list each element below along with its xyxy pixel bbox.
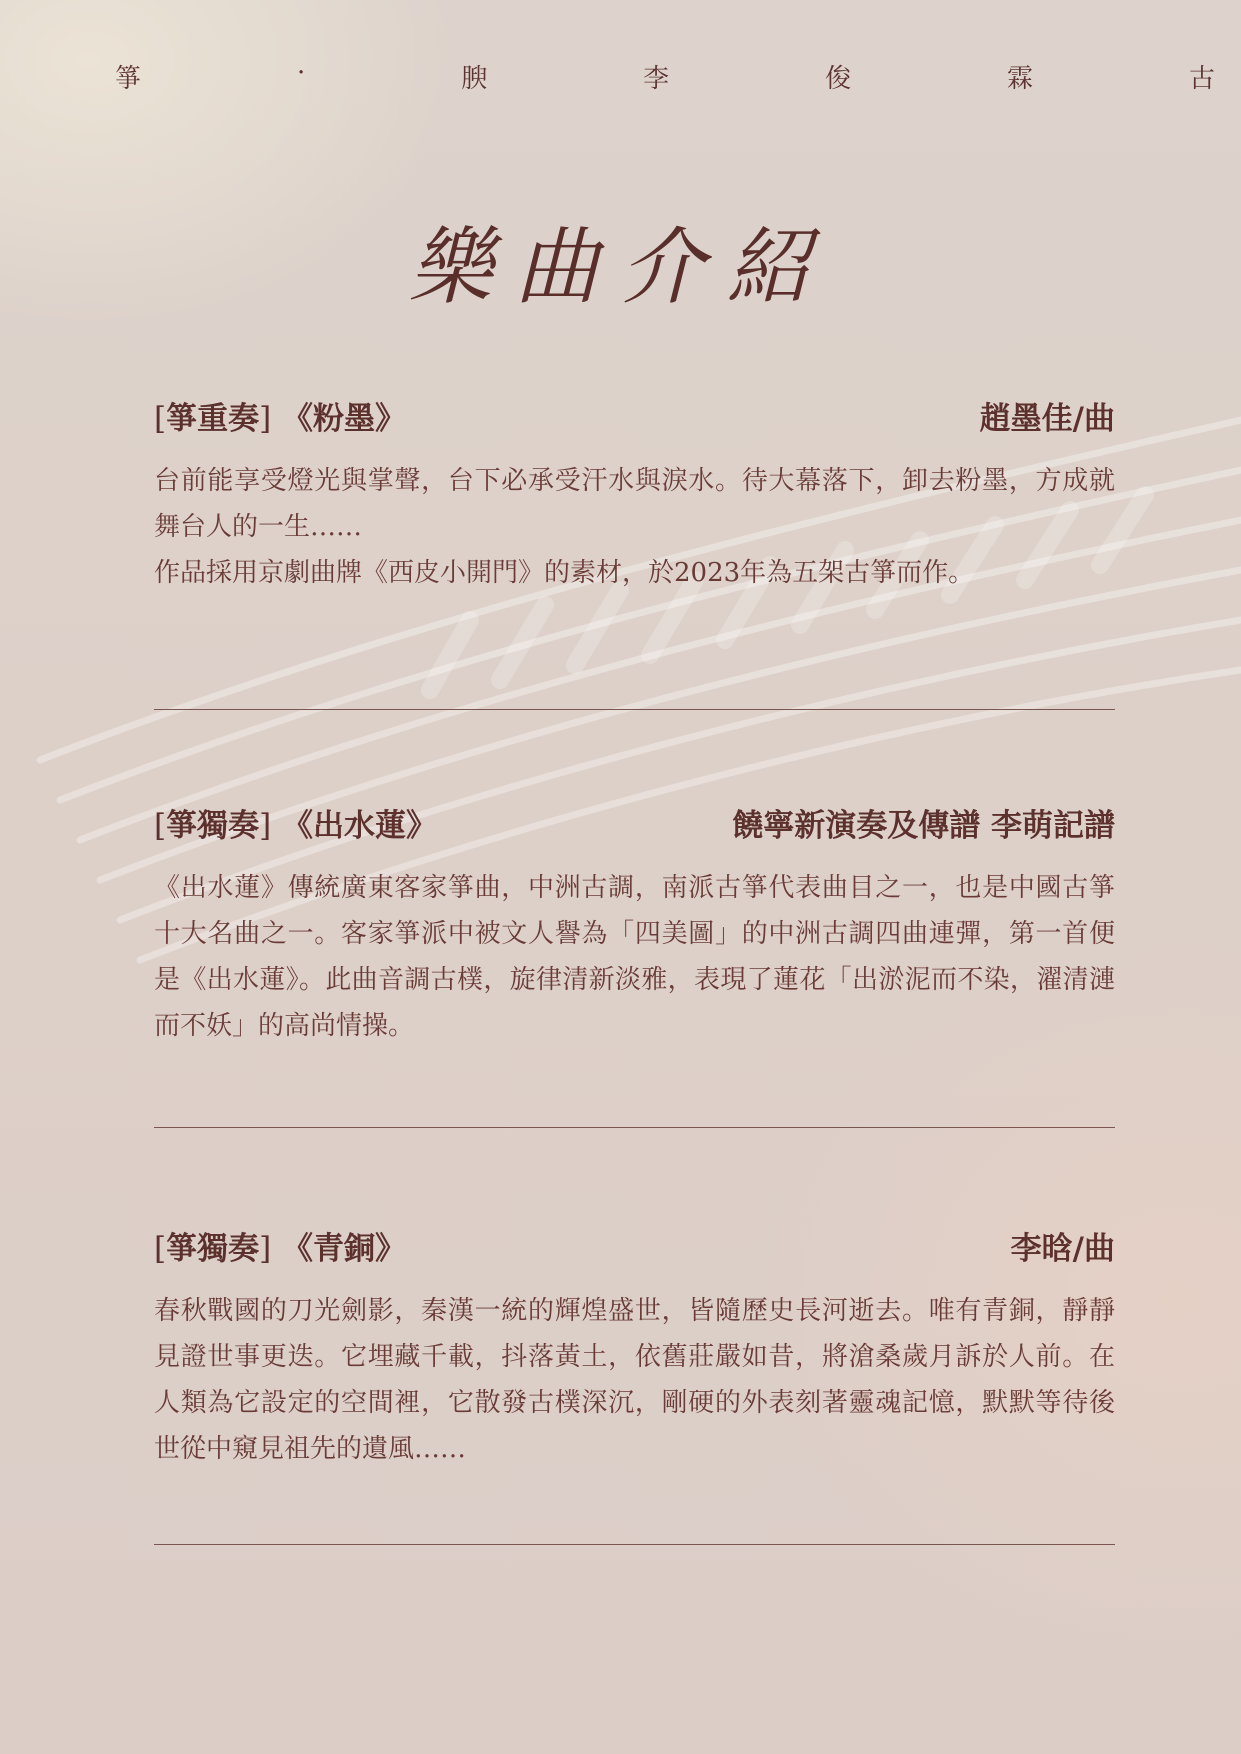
description-paragraph: 台前能享受燈光與掌聲，台下必承受汗水與淚水。待大幕落下，卸去粉墨，方成就舞台人的一生…… — [154, 466, 1115, 542]
header-char: 古 — [1188, 64, 1215, 94]
description-paragraph: 作品採用京劇曲牌《西皮小開門》的素材，於2023年為五架古箏而作。 — [154, 558, 975, 588]
piece-name: 《粉墨》 — [282, 401, 407, 437]
page-title: 樂曲介紹 — [408, 218, 833, 316]
header-char: · — [296, 58, 306, 88]
piece-performance-type: 箏重奏 — [166, 401, 260, 437]
piece-description — [154, 1288, 1115, 1472]
header-char: 箏 — [115, 64, 142, 94]
piece-credit: 李晗/曲 — [1010, 1231, 1115, 1267]
section-divider — [154, 1544, 1115, 1545]
section-divider — [154, 1127, 1115, 1128]
piece-title — [154, 800, 437, 845]
section-divider — [154, 709, 1115, 710]
piece-heading — [154, 800, 1115, 845]
header-char: 俊 — [825, 64, 852, 94]
piece-description — [154, 458, 1115, 596]
bracket-open: [ — [154, 808, 167, 844]
piece-credit: 趙墨佳/曲 — [979, 401, 1115, 437]
piece-performance-type: 箏獨奏 — [166, 1231, 260, 1267]
piece-credit: 饒寧新演奏及傳譜 李萌記譜 — [732, 808, 1115, 844]
description-paragraph: 《出水蓮》傳統廣東客家箏曲，中洲古調，南派古箏代表曲目之一，也是中國古箏十大名曲之一。客家箏派中被文人譽為「四美圖」的中洲古調四曲連彈，第一首便是《出水蓮》。此曲音調古樸，旋律清新淡雅，表現了蓮花「出淤泥而不染，濯清漣而不妖」的高尚情操。 — [154, 873, 1115, 1041]
bracket-close: ] — [259, 1231, 272, 1267]
header-char: 霖 — [1007, 64, 1034, 94]
piece-entry — [154, 800, 1115, 1049]
piece-name: 《出水蓮》 — [282, 808, 438, 844]
piece-name: 《青銅》 — [282, 1231, 407, 1267]
piece-entry — [154, 393, 1115, 596]
piece-performance-type: 箏獨奏 — [166, 808, 260, 844]
bracket-close: ] — [259, 401, 272, 437]
piece-heading — [154, 1223, 1115, 1268]
bracket-close: ] — [259, 808, 272, 844]
bracket-open: [ — [154, 401, 167, 437]
piece-heading — [154, 393, 1115, 438]
description-paragraph: 春秋戰國的刀光劍影，秦漢一統的輝煌盛世，皆隨歷史長河逝去。唯有青銅，靜靜見證世事更迭。它埋藏千載，抖落黃土，依舊莊嚴如昔，將滄桑歲月訴於人前。在人類為它設定的空間裡，它散發古樸深沉，剛硬的外表刻著靈魂記憶，默默等待後世從中窺見祖先的遺風…… — [154, 1296, 1115, 1464]
piece-description — [154, 865, 1115, 1049]
header-char: 腴 — [461, 64, 488, 94]
bracket-open: [ — [154, 1231, 167, 1267]
piece-title — [154, 1223, 406, 1268]
header-char: 李 — [643, 64, 670, 94]
piece-title — [154, 393, 406, 438]
header-performer-line — [115, 58, 1215, 98]
piece-entry — [154, 1223, 1115, 1472]
